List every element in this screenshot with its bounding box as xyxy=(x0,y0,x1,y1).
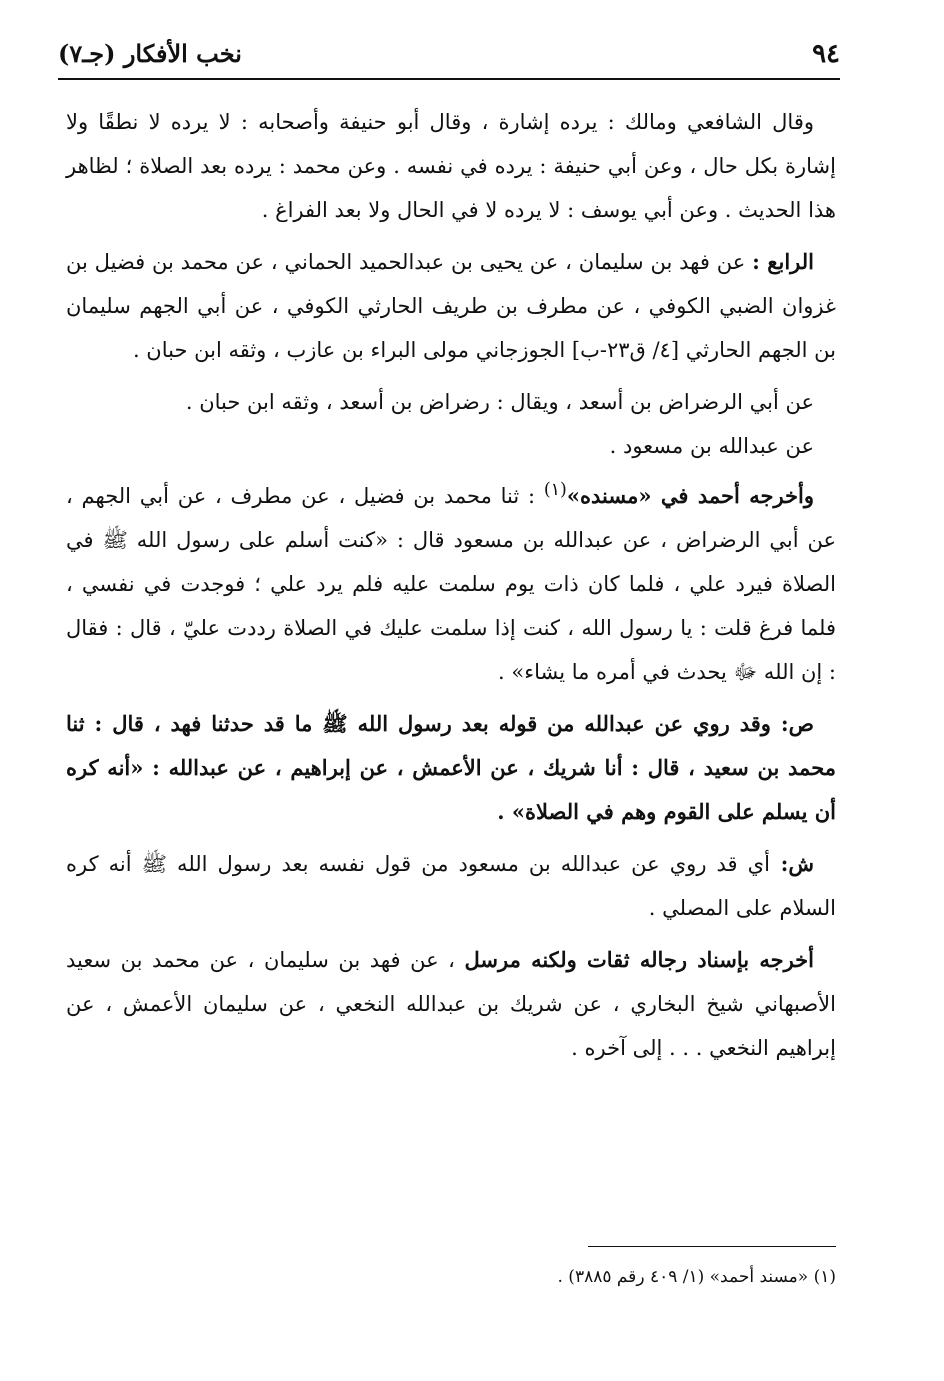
paragraph-narrator-ibn-masud xyxy=(66,424,836,468)
paragraph-heading: الرابع : xyxy=(752,249,814,274)
paragraph-text: وقد روي عن عبدالله من قوله بعد رسول الله ﷺ ما قد حدثنا فهد ، قال : ثنا محمد بن سعيد ، قال : أنا شريك ، عن الأعمش ، عن إبراهيم ، عن عبدالله : «أنه كره أن يسلم على القوم وهم في الصلاة» . xyxy=(66,711,836,824)
page-header xyxy=(58,36,840,72)
paragraph-text: عن عبدالله بن مسعود . xyxy=(609,434,814,458)
paragraph-shin-commentary xyxy=(66,842,836,930)
paragraph-isnad xyxy=(66,938,836,1070)
paragraph-narrator-abu-radrad xyxy=(66,380,836,424)
paragraph-heading: أخرجه بإسناد رجاله ثقات ولكنه مرسل xyxy=(464,947,814,972)
footnote-divider xyxy=(588,1246,836,1247)
paragraph-text: : ثنا محمد بن فضيل ، عن مطرف ، عن أبي الجهم ، عن أبي الرضراض ، عن عبدالله بن مسعود قال : «كنت أسلم على رسول الله ﷺ في الصلاة فيرد علي ، فلما كان ذات يوم سلمت عليه فلم يرد علي ؛ فوجدت في نفسي ، فلما فرغ قلت : يا رسول الله ، كنت إذا سلمت عليك في الصلاة رددت عليّ ، قال : فقال : إن الله ﷻ يحدث في أمره ما يشاء» . xyxy=(66,484,837,684)
paragraph-text: عن فهد بن سليمان ، عن يحيى بن عبدالحميد الحماني ، عن محمد بن فضيل بن غزوان الضبي الكوفي ، عن مطرف بن طريف الحارثي الكوفي ، عن أبي الجهم سليمان بن الجهم الحارثي [٤/ ق٢٣-ب] الجوزجاني مولى البراء بن عازب ، وثقه ابن حبان . xyxy=(66,250,836,362)
header-divider xyxy=(58,78,840,80)
paragraph-heading: وأخرجه أحمد في «مسنده» xyxy=(566,483,814,508)
main-text xyxy=(66,100,836,1070)
paragraph-heading: ص: xyxy=(770,711,814,736)
footnote-reference: (١) xyxy=(543,480,567,500)
paragraph-text: أي قد روي عن عبدالله بن مسعود من قول نفسه بعد رسول الله ﷺ أنه كره السلام على المصلي . xyxy=(66,852,836,920)
paragraph-text: ، عن فهد بن سليمان ، عن محمد بن سعيد الأصبهاني شيخ البخاري ، عن شريك بن عبدالله النخعي ، عن سليمان الأعمش ، عن إبراهيم النخعي . . . إلى آخره . xyxy=(66,948,836,1060)
paragraph-fourth-chain xyxy=(66,240,836,372)
paragraph-opinions xyxy=(66,100,836,232)
paragraph-heading: ش: xyxy=(769,851,815,876)
paragraph-sad-text xyxy=(66,702,836,834)
paragraph-ahmad-musnad xyxy=(66,468,836,694)
paragraph-text: وقال الشافعي ومالك : يرده إشارة ، وقال أبو حنيفة وأصحابه : لا يرده لا نطقًا ولا إشارة بكل حال ، وعن أبي حنيفة : يرده في نفسه . وعن محمد : يرده بعد الصلاة ؛ لظاهر هذا الحديث . وعن أبي يوسف : لا يرده لا في الحال ولا بعد الفراغ . xyxy=(66,110,836,222)
page-number: ٩٤ xyxy=(812,39,840,69)
paragraph-text: عن أبي الرضراض بن أسعد ، ويقال : رضراض بن أسعد ، وثقه ابن حبان . xyxy=(185,390,814,414)
running-title: نخب الأفكار (جـ٧) xyxy=(58,39,242,68)
footnote: (١) «مسند أحمد» (١/ ٤٠٩ رقم ٣٨٨٥) . xyxy=(557,1267,836,1287)
